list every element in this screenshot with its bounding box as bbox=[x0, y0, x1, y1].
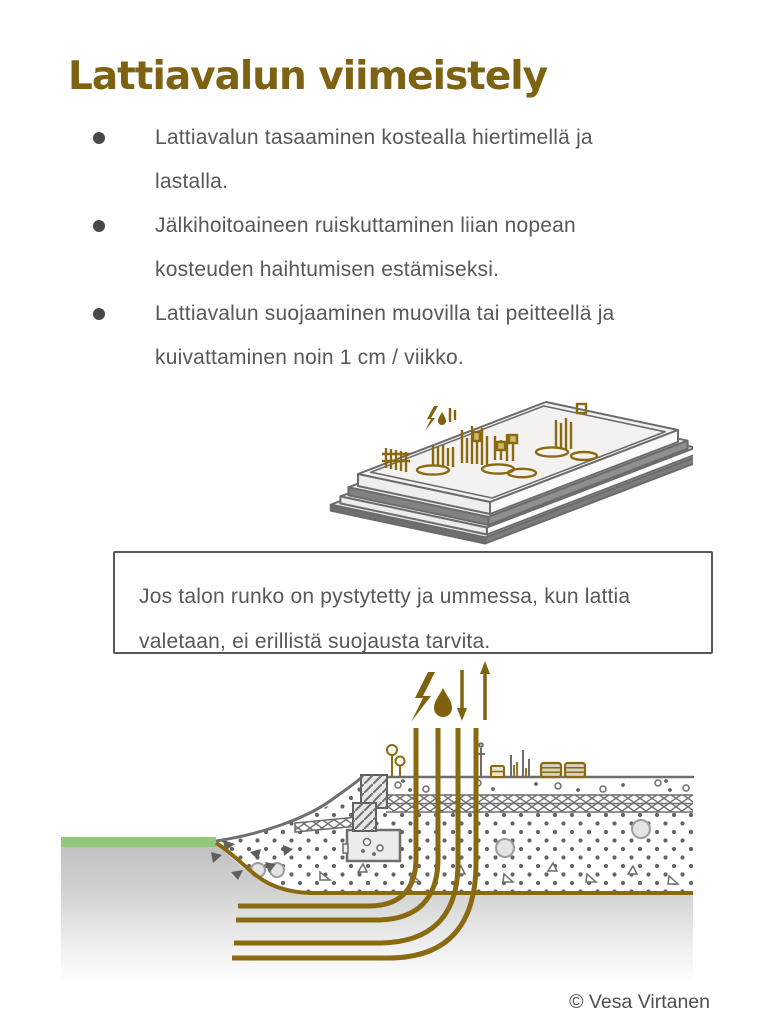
footing bbox=[347, 830, 400, 861]
pipe-riser-icon bbox=[387, 745, 405, 777]
lightning-icon bbox=[425, 406, 455, 431]
rebar-cluster-icon bbox=[511, 750, 529, 777]
bullet-dot-icon bbox=[93, 132, 105, 144]
bullet-text: Lattiavalun suojaaminen muovilla tai peitteellä ja kuivattaminen noin 1 cm / viikko. bbox=[155, 302, 615, 369]
note-text: Jos talon runko on pystytetty ja ummessa, kun lattia valetaan, ei erillistä suojausta tarvita. bbox=[139, 585, 631, 653]
water-drop-icon bbox=[438, 412, 446, 425]
page-title: Lattiavalun viimeistely bbox=[68, 54, 548, 100]
list-item bbox=[88, 116, 633, 204]
lightning-icon bbox=[411, 672, 435, 722]
copyright: © Vesa Virtanen bbox=[569, 991, 710, 1013]
bullet-dot-icon bbox=[93, 308, 105, 320]
note-box bbox=[113, 551, 713, 654]
bullet-text: Lattiavalun tasaaminen kostealla hiertimellä ja lastalla. bbox=[155, 126, 593, 193]
floor-slab-isometric bbox=[328, 390, 693, 545]
weather-icons bbox=[411, 661, 490, 722]
concrete-slab-band bbox=[386, 777, 694, 795]
grass-strip bbox=[61, 837, 216, 847]
list-item bbox=[88, 204, 633, 292]
bullet-dot-icon bbox=[93, 220, 105, 232]
insulation-band bbox=[386, 795, 693, 812]
arrow-up-icon bbox=[480, 661, 490, 720]
water-drop-icon bbox=[434, 688, 452, 717]
foundation-cross-section bbox=[58, 658, 713, 983]
bullet-text: Jälkihoitoaineen ruiskuttaminen liian nopean kosteuden haihtumisen estämiseksi. bbox=[155, 214, 576, 281]
arrow-down-icon bbox=[457, 670, 467, 721]
material-pallet-icon bbox=[541, 763, 585, 777]
bullet-list bbox=[88, 116, 633, 380]
list-item bbox=[88, 292, 633, 380]
